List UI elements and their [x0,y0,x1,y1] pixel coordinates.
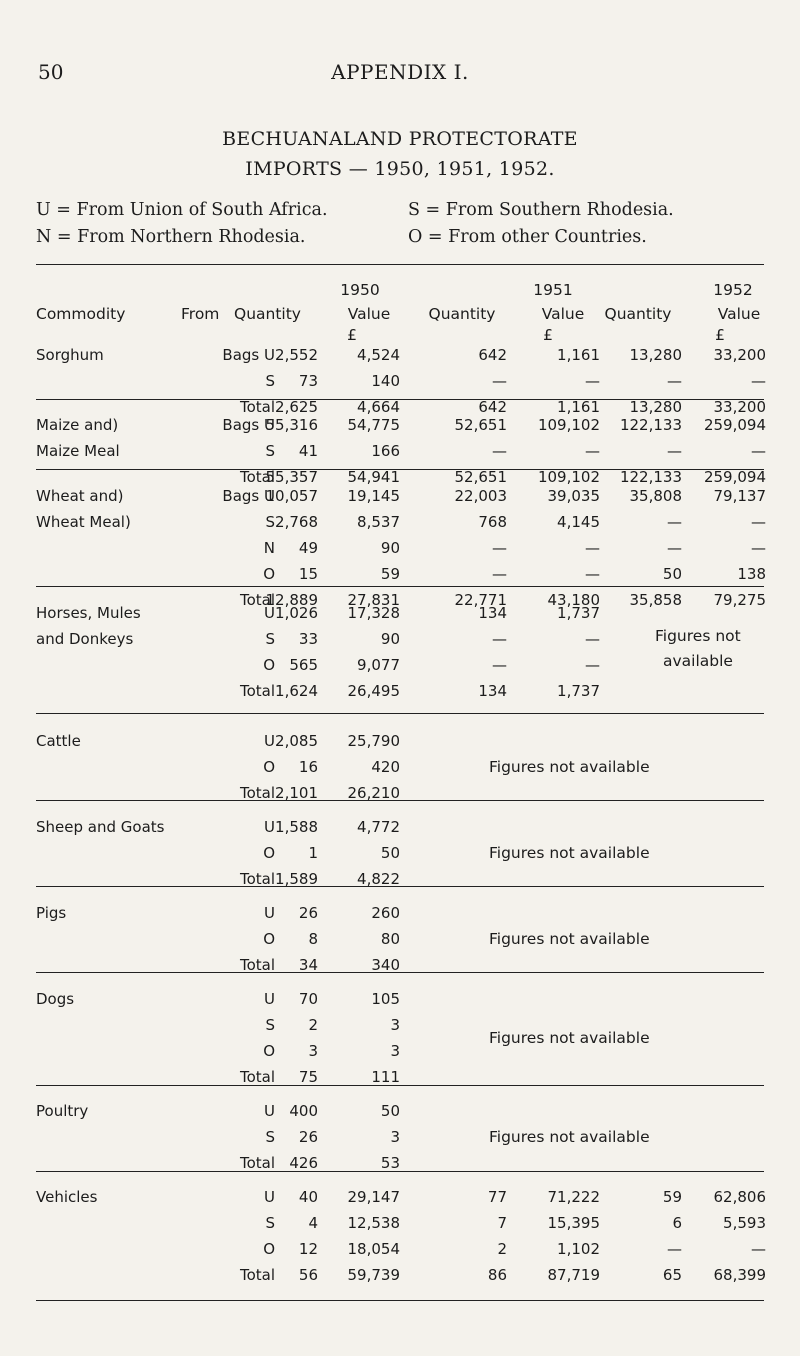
value-v51: — [585,656,600,674]
value-v50: 80 [380,930,400,948]
value-v51: — [585,630,600,648]
value-q52: 13,280 [629,346,682,364]
figures-not-available-note: Figures not available [489,930,650,948]
value-q50: 3 [308,1042,318,1060]
value-v51: — [585,372,600,390]
row-source: Bags U [222,346,275,364]
value-v52: 62,806 [713,1188,766,1206]
value-v51: 43,180 [547,591,600,609]
value-v52: 79,275 [713,591,766,609]
value-v50: 59 [380,565,400,583]
row-source: S [265,442,275,460]
row-source: U [264,604,275,622]
value-q50: 4 [308,1214,318,1232]
figures-not-available-note: Figures not available [489,844,650,862]
value-q50: 2,552 [275,346,318,364]
value-q50: 1,026 [275,604,318,622]
row-source: U [264,990,275,1008]
row-total-label: Total [239,468,275,486]
header-from: From [181,305,220,323]
value-q52: 35,858 [629,591,682,609]
value-v50: 140 [371,372,400,390]
value-v51: 109,102 [537,468,600,486]
value-q50: 12,889 [265,591,318,609]
value-v51: 87,719 [547,1266,600,1284]
value-v52: 33,200 [713,346,766,364]
row-source: O [263,656,275,674]
value-v50: 19,145 [347,487,400,505]
value-v50: 8,537 [357,513,400,531]
year-header-1952: 1952 [713,281,753,299]
value-q51: 768 [478,513,507,531]
row-source: S [265,1016,275,1034]
value-q52: 122,133 [619,416,682,434]
value-v50: 90 [380,630,400,648]
value-v51: 1,161 [557,398,600,416]
value-v52: — [751,539,766,557]
commodity-name: Wheat and) [36,487,124,505]
commodity-name: Poultry [36,1102,89,1120]
value-v52: 259,094 [703,416,766,434]
commodity-name: Horses, Mules [36,604,141,622]
value-q52: — [667,513,682,531]
value-q50: 1,588 [275,818,318,836]
row-source: N [263,539,275,557]
row-source: S [265,1214,275,1232]
group-rule [36,972,764,973]
value-q50: 75 [298,1068,318,1086]
value-v52: 5,593 [723,1214,766,1232]
value-v52: 79,137 [713,487,766,505]
value-q50: 34 [298,956,318,974]
commodity-name: Vehicles [36,1188,98,1206]
row-source: Bags U [222,416,275,434]
document-title: BECHUANALAND PROTECTORATE [222,128,578,150]
value-q51: 77 [487,1188,507,1206]
page-number: 50 [38,60,64,84]
value-v51: — [585,442,600,460]
row-source: O [263,1240,275,1258]
value-q50: 1,589 [275,870,318,888]
row-source: U [264,904,275,922]
header-value-1951: Value [541,305,585,323]
value-q50: 426 [289,1154,318,1172]
value-v51: 4,145 [557,513,600,531]
value-q50: 12 [298,1240,318,1258]
row-total-label: Total [239,682,275,700]
value-v50: 50 [380,1102,400,1120]
running-head: APPENDIX I. [331,60,469,84]
value-v50: 340 [371,956,400,974]
value-q52: 6 [672,1214,682,1232]
figures-not-available-note: Figures not available [489,1029,650,1047]
value-q51: 52,651 [454,468,507,486]
row-source: U [264,1188,275,1206]
row-source: S [265,1128,275,1146]
value-q50: 16 [298,758,318,776]
value-q51: 52,651 [454,416,507,434]
header-value-1952: Value [717,305,761,323]
row-total-label: Total [239,956,275,974]
value-v52: 68,399 [713,1266,766,1284]
value-v50: 4,772 [357,818,400,836]
value-v51: — [585,539,600,557]
header-value-1950: Value [347,305,391,323]
value-q51: 642 [478,346,507,364]
commodity-name: Maize Meal [36,442,120,460]
value-v50: 3 [390,1042,400,1060]
figures-not-available-note-1952: Figures not [655,627,741,645]
row-total-label: Total [239,1266,275,1284]
header-quantity-1951: Quantity [428,305,496,323]
value-q50: 41 [298,442,318,460]
figures-not-available-note: Figures not available [489,1128,650,1146]
value-q50: 400 [289,1102,318,1120]
value-v51: 39,035 [547,487,600,505]
value-v50: 166 [371,442,400,460]
value-v52: — [751,442,766,460]
value-q51: 86 [487,1266,507,1284]
value-q52: 50 [662,565,682,583]
value-v50: 9,077 [357,656,400,674]
value-q51: — [492,539,507,557]
value-v50: 26,210 [347,784,400,802]
value-q50: 33 [298,630,318,648]
value-q50: 1 [308,844,318,862]
value-q50: 565 [289,656,318,674]
group-rule [36,586,764,587]
value-v51: 15,395 [547,1214,600,1232]
commodity-name: Wheat Meal) [36,513,131,531]
value-q52: 35,808 [629,487,682,505]
value-q50: 2 [308,1016,318,1034]
value-q50: 55,357 [265,468,318,486]
commodity-name: Sorghum [36,346,104,364]
value-q51: — [492,442,507,460]
row-source: U [264,732,275,750]
value-q51: — [492,565,507,583]
value-v50: 17,328 [347,604,400,622]
value-q50: 10,057 [265,487,318,505]
value-q52: 13,280 [629,398,682,416]
value-q50: 56 [298,1266,318,1284]
row-total-label: Total [239,398,275,416]
value-v50: 420 [371,758,400,776]
group-rule [36,1085,764,1086]
row-total-label: Total [239,1068,275,1086]
commodity-name: Maize and) [36,416,119,434]
row-source: S [265,630,275,648]
value-q50: 73 [298,372,318,390]
value-v50: 54,941 [347,468,400,486]
value-v50: 105 [371,990,400,1008]
header-quantity-1950: Quantity [234,305,301,323]
figures-not-available-note: Figures not available [489,758,650,776]
value-q50: 49 [298,539,318,557]
value-v52: — [751,372,766,390]
commodity-name: Dogs [36,990,75,1008]
commodity-name: and Donkeys [36,630,134,648]
value-q50: 2,085 [275,732,318,750]
value-v51: 1,737 [557,604,600,622]
row-source: Bags U [222,487,275,505]
value-q51: — [492,656,507,674]
value-q51: 7 [497,1214,507,1232]
value-v50: 26,495 [347,682,400,700]
row-source: O [263,1042,275,1060]
row-source: O [263,844,275,862]
group-rule [36,886,764,887]
value-v50: 53 [380,1154,400,1172]
value-v52: 33,200 [713,398,766,416]
value-q52: — [667,442,682,460]
value-q51: 642 [478,398,507,416]
value-q50: 26 [298,904,318,922]
document-subtitle: IMPORTS — 1950, 1951, 1952. [245,158,555,180]
value-v51: — [585,565,600,583]
commodity-name: Sheep and Goats [36,818,165,836]
value-q50: 26 [298,1128,318,1146]
legend-n: N = From Northern Rhodesia. [36,227,306,247]
value-v51: 1,102 [557,1240,600,1258]
value-q50: 1,624 [275,682,318,700]
value-v50: 3 [390,1016,400,1034]
value-q50: 15 [298,565,318,583]
value-q50: 40 [298,1188,318,1206]
value-q51: 22,771 [454,591,507,609]
value-v52: 259,094 [703,468,766,486]
figures-not-available-note-1952: available [663,652,733,670]
row-source: U [264,818,275,836]
value-v50: 4,524 [357,346,400,364]
value-v51: 1,737 [557,682,600,700]
value-v50: 50 [380,844,400,862]
row-source: O [263,930,275,948]
value-v50: 54,775 [347,416,400,434]
value-q50: 2,625 [275,398,318,416]
value-q52: 59 [662,1188,682,1206]
value-q52: — [667,1240,682,1258]
value-q52: — [667,372,682,390]
value-q51: — [492,372,507,390]
row-total-label: Total [239,870,275,888]
header-currency-1952: £ [715,326,725,344]
header-currency-1950: £ [347,326,357,344]
value-v52: — [751,513,766,531]
legend-u: U = From Union of South Africa. [36,200,328,220]
year-header-1951: 1951 [533,281,573,299]
group-rule [36,1300,764,1301]
value-v52: — [751,1240,766,1258]
value-v50: 4,664 [357,398,400,416]
value-v50: 12,538 [347,1214,400,1232]
value-v50: 29,147 [347,1188,400,1206]
commodity-name: Pigs [36,904,67,922]
value-v50: 59,739 [347,1266,400,1284]
value-q50: 55,316 [265,416,318,434]
value-v50: 27,831 [347,591,400,609]
year-header-1950: 1950 [340,281,380,299]
value-v50: 25,790 [347,732,400,750]
value-v51: 109,102 [537,416,600,434]
value-q52: — [667,539,682,557]
row-source: S [265,372,275,390]
value-v50: 90 [380,539,400,557]
row-total-label: Total [239,591,275,609]
row-total-label: Total [239,784,275,802]
group-rule [36,399,764,400]
row-source: O [263,758,275,776]
row-source: S [265,513,275,531]
table-top-rule [36,264,764,265]
value-v50: 18,054 [347,1240,400,1258]
value-q51: 134 [478,604,507,622]
row-source: O [263,565,275,583]
value-v50: 3 [390,1128,400,1146]
value-v50: 4,822 [357,870,400,888]
legend-s: S = From Southern Rhodesia. [408,200,674,220]
value-q51: 134 [478,682,507,700]
commodity-name: Cattle [36,732,81,750]
value-q50: 2,768 [275,513,318,531]
value-q52: 65 [662,1266,682,1284]
value-q50: 70 [298,990,318,1008]
row-total-label: Total [239,1154,275,1172]
value-q50: 8 [308,930,318,948]
header-currency-1951: £ [543,326,553,344]
group-rule [36,1171,764,1172]
value-q52: 122,133 [619,468,682,486]
value-q51: 22,003 [454,487,507,505]
header-commodity: Commodity [36,305,126,323]
group-rule [36,713,764,714]
value-v52: 138 [737,565,766,583]
value-v51: 1,161 [557,346,600,364]
value-v50: 260 [371,904,400,922]
group-rule [36,469,764,470]
value-q51: 2 [497,1240,507,1258]
value-q51: — [492,630,507,648]
value-v51: 71,222 [547,1188,600,1206]
legend-o: O = From other Countries. [408,227,647,247]
row-source: U [264,1102,275,1120]
value-v50: 111 [371,1068,400,1086]
group-rule [36,800,764,801]
value-q50: 2,101 [275,784,318,802]
header-quantity-1952: Quantity [604,305,672,323]
